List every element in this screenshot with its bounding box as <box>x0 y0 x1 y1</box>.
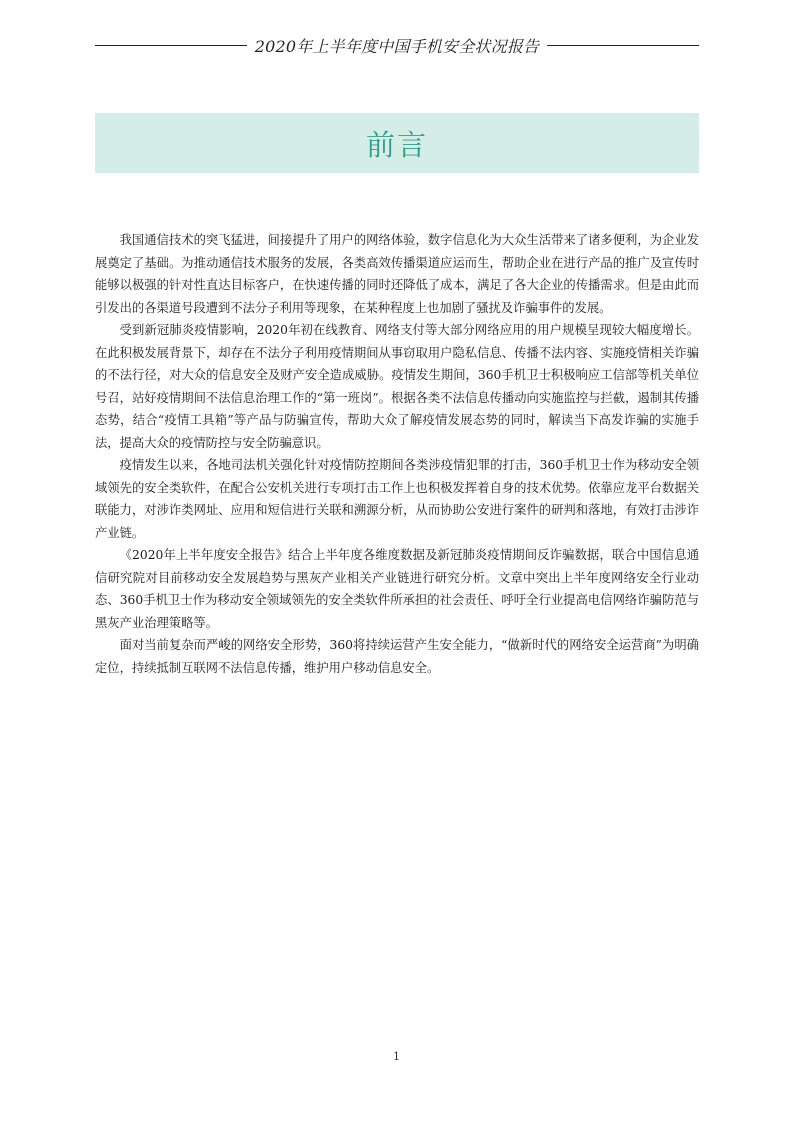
header-rule-left <box>95 45 247 46</box>
paragraph-2: 受到新冠肺炎疫情影响，2020年初在线教育、网络支付等大部分网络应用的用户规模呈现较大幅度增长。在此积极发展背景下，却存在不法分子利用疫情期间从事窃取用户隐私信息、传播不法内容、实施疫情相关诈骗的不法行径，对大众的信息安全及财产安全造成威胁。疫情发生期间，360手机卫士积极响应工信部等机关单位号召，站好疫情期间不法信息治理工作的“第一班岗”。根据各类不法信息传播动向实施监控与拦截，遏制其传播态势，结合“疫情工具箱”等产品与防骗宣传，帮助大众了解疫情发展态势的同时，解读当下高发诈骗的实施手法，提高大众的疫情防控与安全防骗意识。 <box>95 323 699 450</box>
header-title: 2020年上半年度中国手机安全状况报告 <box>254 36 540 56</box>
paragraph-1: 我国通信技术的突飞猛进，间接提升了用户的网络体验，数字信息化为大众生活带来了诸多便利，为企业发展奠定了基础。为推动通信技术服务的发展，各类高效传播渠道应运而生，帮助企业在进行产品的推广及宣传时能够以极强的针对性直达目标客户，在快速传播的同时还降低了成本，满足了各大企业的传播需求。但是由此而引发出的各渠道号段遭到不法分子利用等现象，在某种程度上也加剧了骚扰及诈骗事件的发展。 <box>95 233 699 315</box>
section-title: 前言 <box>365 127 428 162</box>
header-rule-right <box>547 45 699 46</box>
page-header <box>95 34 699 56</box>
page-number: 1 <box>393 1050 400 1063</box>
section-banner <box>95 113 699 173</box>
paragraph-4: 《2020年上半年度安全报告》结合上半年度各维度数据及新冠肺炎疫情期间反诈骗数据，联合中国信息通信研究院对目前移动安全发展趋势与黑灰产业相关产业链进行研究分析。文章中突出上半年度网络安全行业动态、360手机卫士作为移动安全领域领先的安全类软件所承担的社会责任、呼吁全行业提高电信网络诈骗防范与黑灰产业治理策略等。 <box>95 548 699 630</box>
paragraph-3: 疫情发生以来，各地司法机关强化针对疫情防控期间各类涉疫情犯罪的打击，360手机卫士作为移动安全领域领先的安全类软件，在配合公安机关进行专项打击工作上也积极发挥着自身的技术优势。依靠应龙平台数据关联能力，对涉诈类网址、应用和短信进行关联和溯源分析，从而协助公安进行案件的研判和落地，有效打击涉诈产业链。 <box>95 458 699 540</box>
paragraph-5: 面对当前复杂而严峻的网络安全形势，360将持续运营产生安全能力，“做新时代的网络安全运营商”为明确定位，持续抵制互联网不法信息传播，维护用户移动信息安全。 <box>95 638 699 675</box>
body-text <box>95 229 699 679</box>
